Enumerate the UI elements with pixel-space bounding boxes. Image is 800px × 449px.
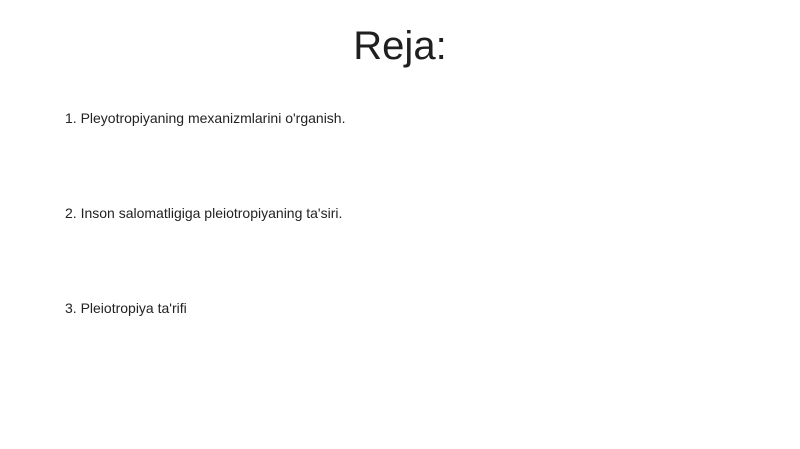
plan-list (65, 108, 765, 318)
plan-item-3: 3. Pleiotropiya ta'rifi (65, 300, 187, 316)
plan-item-1: 1. Pleyotropiyaning mexanizmlarini o'rganish. (65, 110, 346, 126)
plan-item-2: 2. Inson salomatligiga pleiotropiyaning ta'siri. (65, 205, 343, 221)
slide-title: Reja: (353, 24, 447, 68)
